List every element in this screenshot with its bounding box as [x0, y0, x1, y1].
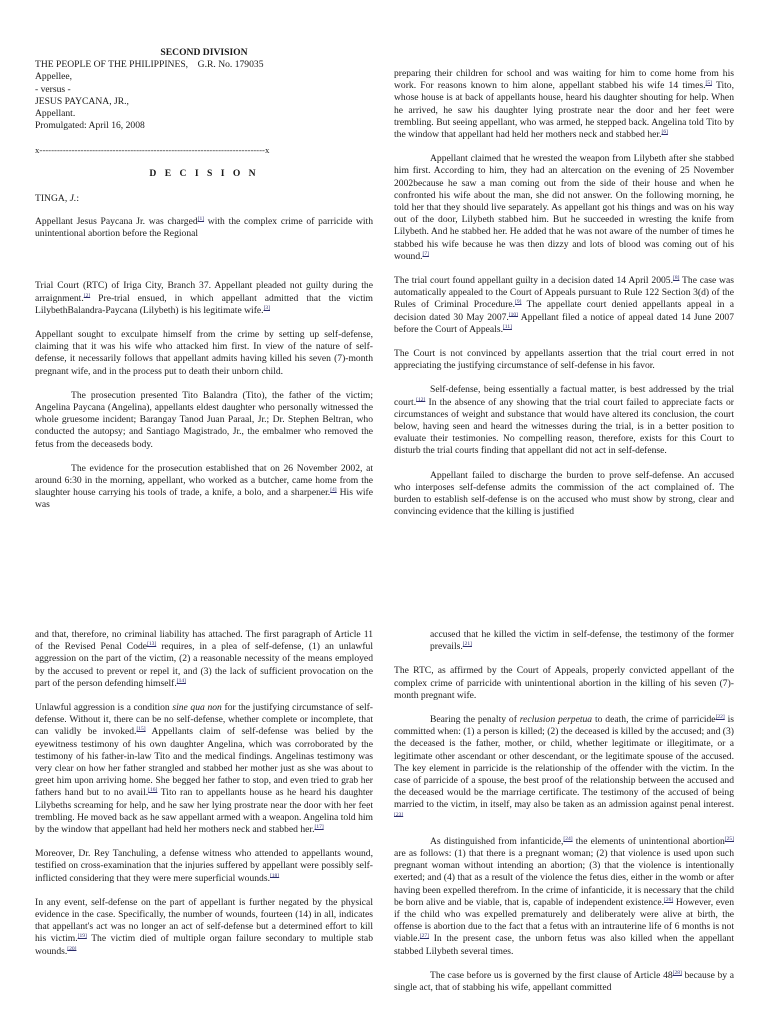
paragraph: Moreover, Dr. Rey Tanchuling, a defense witness who attended to appellants wound, testified on cross-examination that the injuries suffered by appellant were possibly self-inflicted considering that they were mere superficial wounds.[18] [35, 848, 373, 884]
footnote-link[interactable]: [10] [508, 311, 518, 318]
parties-text: THE PEOPLE OF THE PHILIPPINES, [35, 59, 189, 71]
footnote-link[interactable]: [7] [422, 250, 429, 257]
column-bottom-left [35, 629, 373, 958]
footnote-link[interactable]: [2] [83, 292, 91, 299]
column-top-left [35, 47, 373, 512]
footnote-link[interactable]: [16] [148, 787, 158, 794]
paragraph: Appellant claimed that he wrested the weapon from Lilybeth after she stabbed him first. According to him, they had an altercation on the evening of 25 November 2002because he saw a man coming out from the side of their house and when he confronted his wife about the man, she did not answer. On the following morning, he told her that they should live separately. As appellant got his things and was on his way out of the door, Lilybeth stabbed him. But he succeeded in wresting the knife from Lilybeth. And he stabbed her. He added that he was not aware of the number of times he stabbed his wife because he was then dizzy and lots of blood was coming out of his wound.[7] [394, 153, 734, 262]
footnote-link[interactable]: [22] [715, 713, 725, 720]
promulgated-date: Promulgated: April 16, 2008 [35, 120, 145, 132]
versus-label: - versus - [35, 83, 71, 95]
paragraph: The evidence for the prosecution established that on 26 November 2002, at around 6:30 in the morning, appellant, who worked as a butcher, came home from the slaughter house carrying his tools of trade, a knife, a bolo, and a sharpener.[4] His wife was [35, 462, 373, 511]
case-parties [35, 59, 373, 71]
footnote-link[interactable]: [5] [705, 80, 712, 87]
paragraph: preparing their children for school and was waiting for him to come home from his work. For reasons known to him alone, appellant stabbed his wife 14 times.[5] Tito, whose house is at back of appellants house, heard his daughter shouting for help. When he arrived, he saw his daughter lying prostrate near the door and her feet were trembling. But seeing appellant, who was armed, he stepped back. Angelina told Tito by the window that appellant had held her mothers neck and stabbed her.[6] [394, 68, 734, 141]
footnote-link[interactable]: [12] [416, 396, 426, 403]
paragraph: The trial court found appellant guilty in a decision dated 14 April 2005.[8] The case was automatically appealed to the Court of Appeals pursuant to Rule 122 Section 3(d) of the Rules of Criminal Procedure.[9] The appellate court denied appellants appeal in a decision dated 30 May 2007.[10] Appellant filed a notice of appeal dated 14 June 2007 before the Court of Appeals.[11] [394, 274, 735, 335]
paragraph: Self-defense, being essentially a factual matter, is best addressed by the trial court.[12] In the absence of any showing that the trial court failed to appreciate facts or circumstances of weight and substance that would have altered its conclusion, the court below, having seen and heard the witnesses during the trial, is in a better position to evaluate their testimonies. No compelling reason, therefore, exists for this Court to disturb the trial courts finding that appellant did not act in self-defense. [394, 384, 734, 457]
footnote-link[interactable]: [8] [672, 274, 680, 281]
footnote-link[interactable]: [17] [314, 823, 324, 830]
paragraph: The Court is not convinced by appellants assertion that the trial court erred in not appreciating the justifying circumstance of self-defense in his favor. [394, 348, 734, 372]
footnote-link[interactable]: [14] [176, 677, 186, 684]
paragraph: Appellant Jesus Paycana Jr. was charged[1] with the complex crime of parricide with unintentional abortion before the Regional [35, 215, 373, 240]
column-bottom-right [394, 629, 734, 994]
ponente-name: TINGA, [35, 192, 70, 204]
ponente [35, 193, 373, 205]
footnote-link[interactable]: [28] [672, 969, 682, 976]
footnote-link[interactable]: [27] [419, 933, 430, 940]
paragraph: Appellant sought to exculpate himself from the crime by setting up self-defense, claiming that it was his wife who attacked him first. In view of the nature of self-defense, it necessarily follows that appellant admits having killed his seven (7)-month pregnant wife, and in the process put to death their unborn child. [35, 329, 373, 377]
paragraph: Appellant failed to discharge the burden to prove self-defense. An accused who interposes self-defense admits the commission of the act complained of. The burden to establish self-defense is on the accused who must show by strong, clear and convincing evidence that the killing is justified [394, 469, 734, 518]
paragraph: The prosecution presented Tito Balandra (Tito), the father of the victim; Angelina Paycana (Angelina), appellants eldest daughter who personally witnessed the whole gruesome incident; Barangay Tanod Juan Paraal, Jr.; Dr. Stephen Beltran, who conducted the autopsy; and Santiago Magistrado, Jr., the embalmer who removed the fetus from the deceaseds body. [35, 389, 373, 450]
paragraph: Bearing the penalty of reclusion perpetua to death, the crime of parricide[22] is committed when: (1) a person is killed; (2) the deceased is killed by the accused; and (3) the deceased is the father, mother, or child, whether legitimate or illegitimate, or a legitimate other ascendant or other descendant, or the legitimate spouse of the accused. The key element in parricide is the relationship of the offender with the victim. In the case of parricide of a spouse, the best proof of the relationship between the accused and the deceased would be the marriage certificate. The testimony of the accused of being married to the victim, in itself, may also be taken as an admission against penal interest.[23] [394, 713, 734, 818]
column-top-right [394, 68, 734, 519]
gr-number: G.R. No. 179035 [197, 59, 264, 71]
footnote-link[interactable]: [24] [563, 835, 573, 842]
ponente-title: J. [69, 192, 77, 204]
footnote-link[interactable]: [13] [147, 641, 157, 648]
footnote-link[interactable]: [11] [502, 323, 512, 330]
ponente-colon: : [76, 192, 79, 204]
paragraph: accused that he killed the victim in self-defense, the testimony of the former prevails.[21] [430, 629, 734, 653]
appellee-label: Appellee, [35, 71, 73, 83]
footnote-link[interactable]: [1] [197, 215, 205, 222]
appellant-label: Appellant. [35, 108, 76, 120]
footnote-link[interactable]: [25] [724, 835, 734, 842]
paragraph: In any event, self-defense on the part of appellant is further negated by the physical evidence in the case. Specifically, the number of wounds, fourteen (14) in all, indicates that appellant's act was no longer an act of self-defense but a determined effort to kill his victim.[19] The victim died of multiple organ failure secondary to multiple stab wounds.[20] [35, 896, 373, 957]
footnote-link[interactable]: [20] [67, 945, 77, 952]
division-heading: SECOND DIVISION [160, 47, 248, 58]
footnote-link[interactable]: [26] [663, 896, 674, 903]
footnote-link[interactable]: [21] [462, 641, 472, 648]
paragraph: As distinguished from infanticide,[24] the elements of unintentional abortion[25] are as follows: (1) that there is a pregnant woman; (2) that violence is used upon such pregnant woman without intending an abortion; (3) that the violence is intentionally exerted; and (4) that as a result of the violence the fetus dies, either in the womb or after having been expelled therefrom. In the crime of infanticide, it is necessary that the child be born alive and be viable, that is, capable of independent existence.[26] However, even if the child who was expelled prematurely and deliberately were alive at birth, the offense is abortion due to the fact that a fetus with an intrauterine life of 6 months is not viable.[27] In the present case, the unborn fetus was also killed when the appellant stabbed Lilybeth several times. [394, 835, 734, 957]
paragraph: Unlawful aggression is a condition sine qua non for the justifying circumstance of self-defense. Without it, there can be no self-defense, whether complete or incomplete, that can validly be invoked.[15] Appellants claim of self-defense was belied by the eyewitness testimony of his own daughter Angelina, which was corroborated by the testimony of his father-in-law Tito and the medical findings. Angelinas testimony was very clear on how her father strangled and stabbed her mother just as she was about to greet him upon arriving home. She begged her father to stop, and even tried to grab her fathers hand but to no avail.[16] Tito ran to appellants house as he heard his daughter Lilybeths screaming for help, and he saw her lying prostrate near the door with her feet trembling. He moved back as he saw appellant armed with a weapon. Angelina told him by the window that appellant had held her mothers neck and stabbed her.[17] [35, 702, 373, 836]
footnote-link[interactable]: [4] [330, 487, 337, 494]
paragraph: Trial Court (RTC) of Iriga City, Branch 37. Appellant pleaded not guilty during the arraignment.[2] Pre-trial ensued, in which appellant admitted that the victim LilybethBalandra-Paycana (Lilybeth) is his legitimate wife.[3] [35, 280, 373, 316]
footnote-link[interactable]: [19] [77, 933, 87, 940]
footnote-link[interactable]: [6] [661, 128, 668, 135]
footnote-link[interactable]: [23] [394, 811, 404, 818]
decision-heading: D E C I S I O N [149, 167, 259, 179]
accused-name: JESUS PAYCANA, JR., [35, 95, 129, 107]
paragraph: and that, therefore, no criminal liability has attached. The first paragraph of Article 11 of the Revised Penal Code[13] requires, in a plea of self-defense, (1) an unlawful aggression on the part of the victim, (2) a reasonable necessity of the means employed by the accused to prevent or repel it, and (3) the lack of sufficient provocation on the part of the person defending himself.[14] [35, 629, 373, 689]
footnote-link[interactable]: [15] [136, 726, 146, 733]
footnote-link[interactable]: [9] [515, 299, 522, 306]
paragraph: The RTC, as affirmed by the Court of Appeals, properly convicted appellant of the complex crime of parricide with unintentional abortion in the killing of his seven (7)-month pregnant wife. [394, 665, 734, 701]
separator-line: x-----------------------------------------------------------------------------x [35, 145, 270, 156]
paragraph: The case before us is governed by the first clause of Article 48[28] because by a single act, that of stabbing his wife, appellant committed [394, 969, 734, 994]
footnote-link[interactable]: [18] [269, 872, 280, 879]
footnote-link[interactable]: [3] [263, 304, 270, 311]
